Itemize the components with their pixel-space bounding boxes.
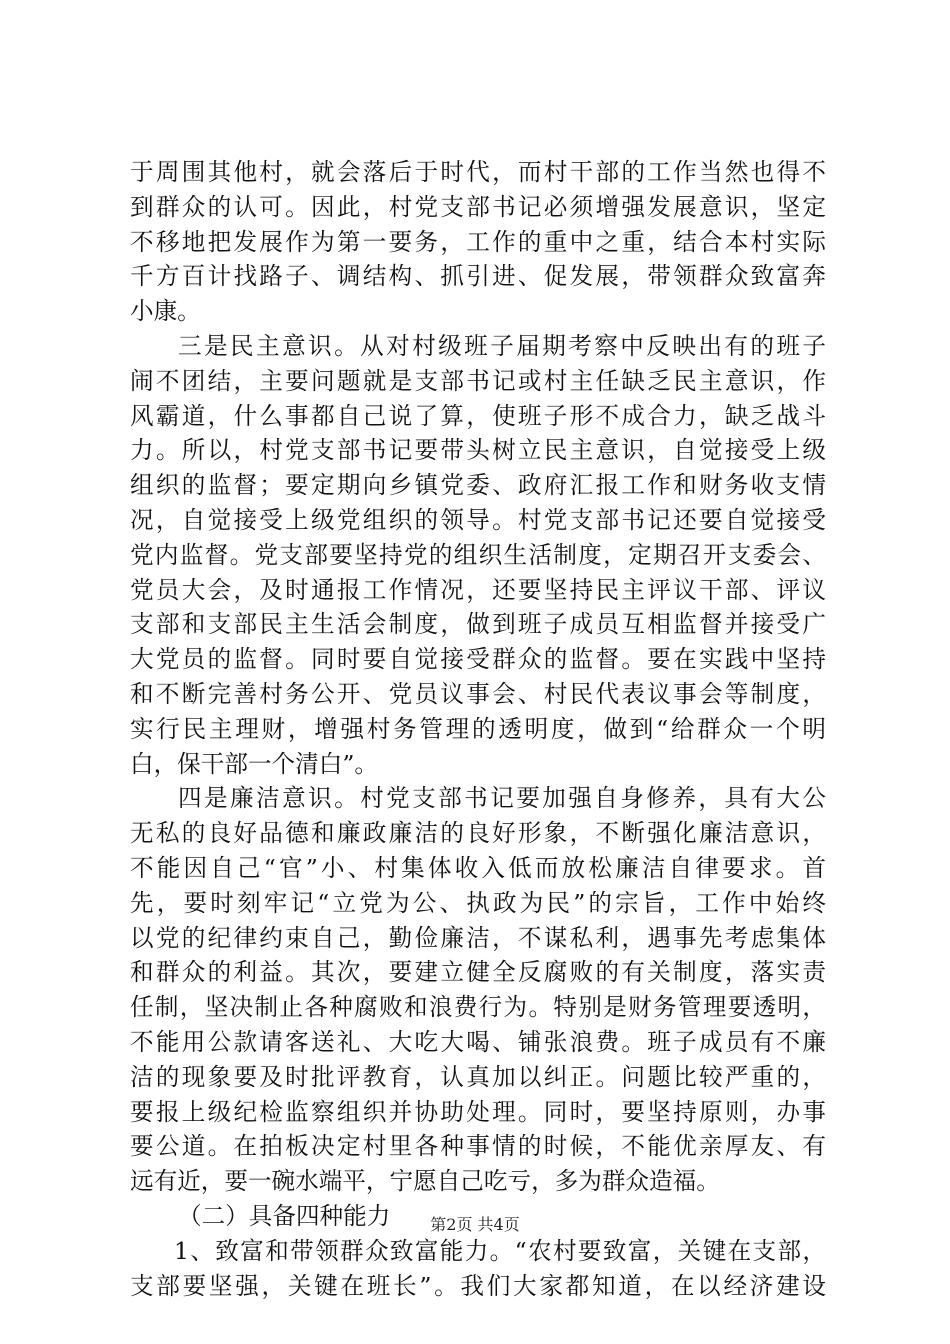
page-number: 第2页 共4页 [430, 1215, 520, 1234]
text-line: 千方百计找路子、调结构、抓引进、促发展，带领群众致富奔 [130, 262, 826, 291]
text-line: 到群众的认可。因此，村党支部书记必须增强发展意识，坚定 [130, 192, 826, 221]
text-line: 支部要坚强，关键在班长”。我们大家都知道，在以经济建设 [130, 1271, 826, 1300]
text-line: 实行民主理财，增强村务管理的透明度，做到“给群众一个明 [130, 714, 826, 743]
text-line: 要报上级纪检监察组织并协助处理。同时，要坚持原则，办事 [130, 1097, 826, 1126]
text-line: 和不断完善村务公开、党员议事会、村民代表议事会等制度， [130, 679, 826, 708]
text-line: 不能因自己“官”小、村集体收入低而放松廉洁自律要求。首 [130, 853, 826, 882]
text-line: 无私的良好品德和廉政廉洁的良好形象，不断强化廉洁意识， [130, 819, 826, 848]
text-line: 闹不团结，主要问题就是支部书记或村主任缺乏民主意识，作 [130, 366, 826, 395]
text-line: 白，保干部一个清白”。 [130, 749, 378, 778]
text-line: 不能用公款请客送礼、大吃大喝、铺张浪费。班子成员有不廉 [130, 1027, 826, 1056]
document-body [130, 155, 826, 1303]
text-line: 风霸道，什么事都自己说了算，使班子形不成合力，缺乏战斗 [130, 401, 826, 430]
text-line: 大党员的监督。同时要自觉接受群众的监督。要在实践中坚持 [130, 645, 826, 674]
text-line: 党员大会，及时通报工作情况，还要坚持民主评议干部、评议 [130, 575, 826, 604]
text-line: 任制，坚决制止各种腐败和浪费行为。特别是财务管理要透明， [130, 993, 826, 1022]
text-line: 小康。 [130, 297, 201, 326]
text-line: 和群众的利益。其次，要建立健全反腐败的有关制度，落实责 [130, 958, 826, 987]
text-line: 党内监督。党支部要坚持党的组织生活制度，定期召开支委会、 [130, 540, 826, 569]
text-line: 不移地把发展作为第一要务，工作的重中之重，结合本村实际 [130, 227, 826, 256]
text-line: 四是廉洁意识。村党支部书记要加强自身修养，具有大公 [178, 784, 826, 813]
text-line: 洁的现象要及时批评教育，认真加以纠正。问题比较严重的， [130, 1062, 826, 1091]
text-line: （二）具备四种能力 [178, 1201, 391, 1230]
text-line: 力。所以，村党支部书记要带头树立民主意识，自觉接受上级 [130, 436, 826, 465]
text-line: 1、致富和带领群众致富能力。“农村要致富，关键在支部， [174, 1236, 826, 1265]
text-line: 于周围其他村，就会落后于时代，而村干部的工作当然也得不 [130, 158, 826, 186]
text-line: 组织的监督；要定期向乡镇党委、政府汇报工作和财务收支情 [130, 471, 826, 500]
text-line: 远有近，要一碗水端平，宁愿自己吃亏，多为群众造福。 [130, 1167, 720, 1196]
text-line: 先，要时刻牢记“立党为公、执政为民”的宗旨，工作中始终 [130, 888, 826, 917]
text-line: 况，自觉接受上级党组织的领导。村党支部书记还要自觉接受 [130, 505, 826, 534]
text-line: 三是民主意识。从对村级班子届期考察中反映出有的班子 [178, 331, 826, 360]
text-line: 以党的纪律约束自己，勤俭廉洁，不谋私利，遇事先考虑集体 [130, 923, 826, 952]
text-line: 要公道。在拍板决定村里各种事情的时候，不能优亲厚友、有 [130, 1132, 826, 1161]
text-line: 支部和支部民主生活会制度，做到班子成员互相监督并接受广 [130, 610, 826, 639]
